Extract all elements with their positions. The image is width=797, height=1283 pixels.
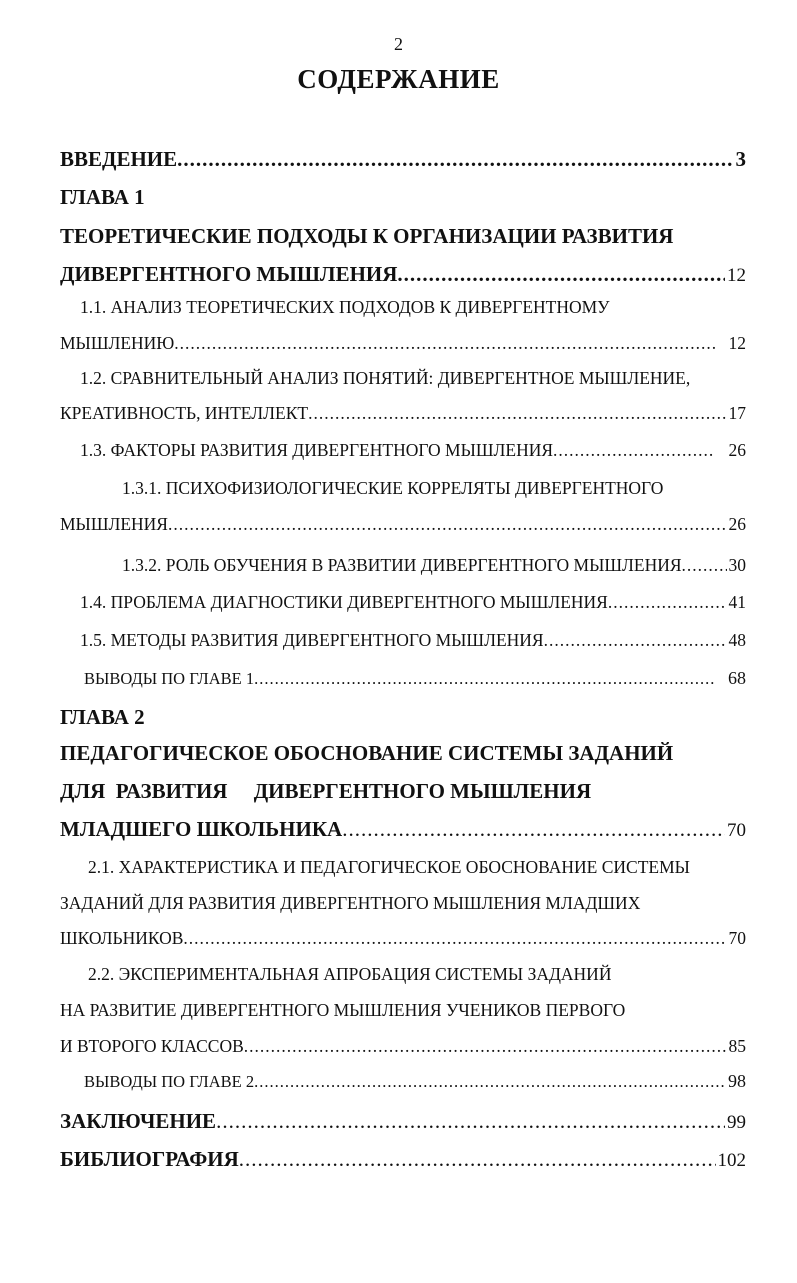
toc-entry-chapter-1[interactable] (60, 262, 746, 292)
chapter-1-label: ГЛАВА 1 (60, 185, 145, 209)
toc-entry-section-1-3-2[interactable] (122, 555, 746, 585)
toc-entry-title: ДИВЕРГЕНТНОГО МЫШЛЕНИЯ (60, 262, 398, 286)
dot-leader (177, 147, 733, 172)
toc-entry-section-1-1[interactable] (60, 333, 746, 363)
toc-entry-section-1-3-1[interactable] (60, 514, 746, 544)
toc-entry-conclusion[interactable] (60, 1109, 746, 1139)
dot-leader (174, 333, 714, 354)
chapter-2-title-line-1: ПЕДАГОГИЧЕСКОЕ ОБОСНОВАНИЕ СИСТЕМЫ ЗАДАНИЙ (60, 741, 674, 765)
toc-entry-section-1-4[interactable] (80, 592, 746, 622)
page-title: СОДЕРЖАНИЕ (297, 64, 500, 94)
toc-entry-title: МЫШЛЕНИЯ (60, 514, 168, 534)
toc-entry-chapter-2-conclusions[interactable] (84, 1071, 746, 1101)
toc-entry-section-1-3[interactable] (80, 440, 746, 470)
dot-leader (216, 1109, 725, 1134)
toc-entry-title: 1.3. ФАКТОРЫ РАЗВИТИЯ ДИВЕРГЕНТНОГО МЫШЛЕНИЯ (80, 440, 554, 460)
dot-leader (168, 514, 727, 535)
toc-entry-title: ВЫВОДЫ ПО ГЛАВЕ 2 (84, 1072, 255, 1091)
page-number: 2 (394, 34, 403, 54)
toc-entry-section-1-5[interactable] (80, 630, 746, 660)
toc-entry-title: ШКОЛЬНИКОВ (60, 928, 184, 948)
toc-page-number: 48 (728, 630, 746, 650)
dot-leader (544, 630, 727, 651)
toc-page-number: 41 (728, 592, 746, 612)
dot-leader (608, 592, 727, 613)
dot-leader (308, 403, 726, 424)
chapter-2-label: ГЛАВА 2 (60, 705, 145, 729)
toc-page-number: 3 (735, 147, 746, 171)
toc-entry-section-2-2[interactable] (60, 1036, 746, 1066)
toc-entry-section-1-2[interactable] (60, 403, 746, 433)
chapter-2-title-line-2: ДЛЯ РАЗВИТИЯ ДИВЕРГЕНТНОГО МЫШЛЕНИЯ (60, 779, 592, 803)
toc-page-number: 85 (728, 1036, 746, 1056)
toc-page-number: 30 (728, 555, 746, 575)
dot-leader (682, 555, 727, 576)
dot-leader (553, 440, 714, 461)
toc-page-number: 17 (728, 403, 746, 423)
toc-page-number: 26 (728, 440, 746, 460)
toc-page-number: 12 (727, 265, 746, 286)
toc-entry-title: 1.5. МЕТОДЫ РАЗВИТИЯ ДИВЕРГЕНТНОГО МЫШЛЕНИЯ (80, 630, 544, 650)
dot-leader (254, 1072, 726, 1092)
toc-entry-title: ВЫВОДЫ ПО ГЛАВЕ 1 (84, 669, 255, 688)
toc-entry-title: МЫШЛЕНИЮ (60, 333, 175, 353)
toc-entry-chapter-1-conclusions[interactable] (84, 668, 746, 698)
dot-leader (342, 817, 725, 842)
section-2-2-line-1: 2.2. ЭКСПЕРИМЕНТАЛЬНАЯ АПРОБАЦИЯ СИСТЕМЫ ЗАДАНИЙ (88, 964, 612, 984)
toc-page-number: 102 (717, 1150, 746, 1171)
toc-page-number: 98 (728, 1071, 746, 1091)
toc-entry-title: МЛАДШЕГО ШКОЛЬНИКА (60, 817, 343, 841)
section-2-2-line-2: НА РАЗВИТИЕ ДИВЕРГЕНТНОГО МЫШЛЕНИЯ УЧЕНИКОВ ПЕРВОГО (60, 1000, 626, 1020)
section-2-1-line-2: ЗАДАНИЙ ДЛЯ РАЗВИТИЯ ДИВЕРГЕНТНОГО МЫШЛЕНИЯ МЛАДШИХ (60, 893, 641, 913)
toc-entry-title: 1.3.2. РОЛЬ ОБУЧЕНИЯ В РАЗВИТИИ ДИВЕРГЕНТНОГО МЫШЛЕНИЯ (122, 555, 682, 575)
toc-entry-bibliography[interactable] (60, 1147, 746, 1177)
section-1-1-line-1: 1.1. АНАЛИЗ ТЕОРЕТИЧЕСКИХ ПОДХОДОВ К ДИВЕРГЕНТНОМУ (80, 297, 610, 317)
toc-page-number: 99 (727, 1112, 746, 1133)
chapter-1-title-line-1: ТЕОРЕТИЧЕСКИЕ ПОДХОДЫ К ОРГАНИЗАЦИИ РАЗВИТИЯ (60, 224, 674, 248)
toc-page-number: 70 (727, 820, 746, 841)
section-2-1-line-1: 2.1. ХАРАКТЕРИСТИКА И ПЕДАГОГИЧЕСКОЕ ОБОСНОВАНИЕ СИСТЕМЫ (88, 857, 690, 877)
dot-leader (397, 262, 725, 287)
toc-entry-title: И ВТОРОГО КЛАССОВ (60, 1036, 244, 1056)
toc-page-number: 26 (728, 514, 746, 534)
toc-page-number: 70 (728, 928, 746, 948)
toc-entry-title: 1.4. ПРОБЛЕМА ДИАГНОСТИКИ ДИВЕРГЕНТНОГО МЫШЛЕНИЯ (80, 592, 608, 612)
toc-entry-title: ЗАКЛЮЧЕНИЕ (60, 1109, 217, 1133)
dot-leader (239, 1147, 716, 1172)
toc-entry-title: ВВЕДЕНИЕ (60, 147, 178, 171)
section-1-2-line-1: 1.2. СРАВНИТЕЛЬНЫЙ АНАЛИЗ ПОНЯТИЙ: ДИВЕРГЕНТНОЕ МЫШЛЕНИЕ, (80, 368, 691, 388)
toc-page-number: 12 (728, 333, 746, 353)
toc-entry-title: БИБЛИОГРАФИЯ (60, 1147, 239, 1171)
toc-page-number: 68 (728, 668, 746, 688)
toc-entry-chapter-2[interactable] (60, 817, 746, 847)
toc-entry-title: КРЕАТИВНОСТЬ, ИНТЕЛЛЕКТ (60, 403, 309, 423)
dot-leader (244, 1036, 727, 1057)
dot-leader (183, 928, 726, 949)
section-1-3-1-line-1: 1.3.1. ПСИХОФИЗИОЛОГИЧЕСКИЕ КОРРЕЛЯТЫ ДИВЕРГЕНТНОГО (122, 478, 664, 498)
toc-entry-intro[interactable] (60, 147, 746, 177)
toc-entry-section-2-1[interactable] (60, 928, 746, 958)
dot-leader (254, 669, 714, 689)
